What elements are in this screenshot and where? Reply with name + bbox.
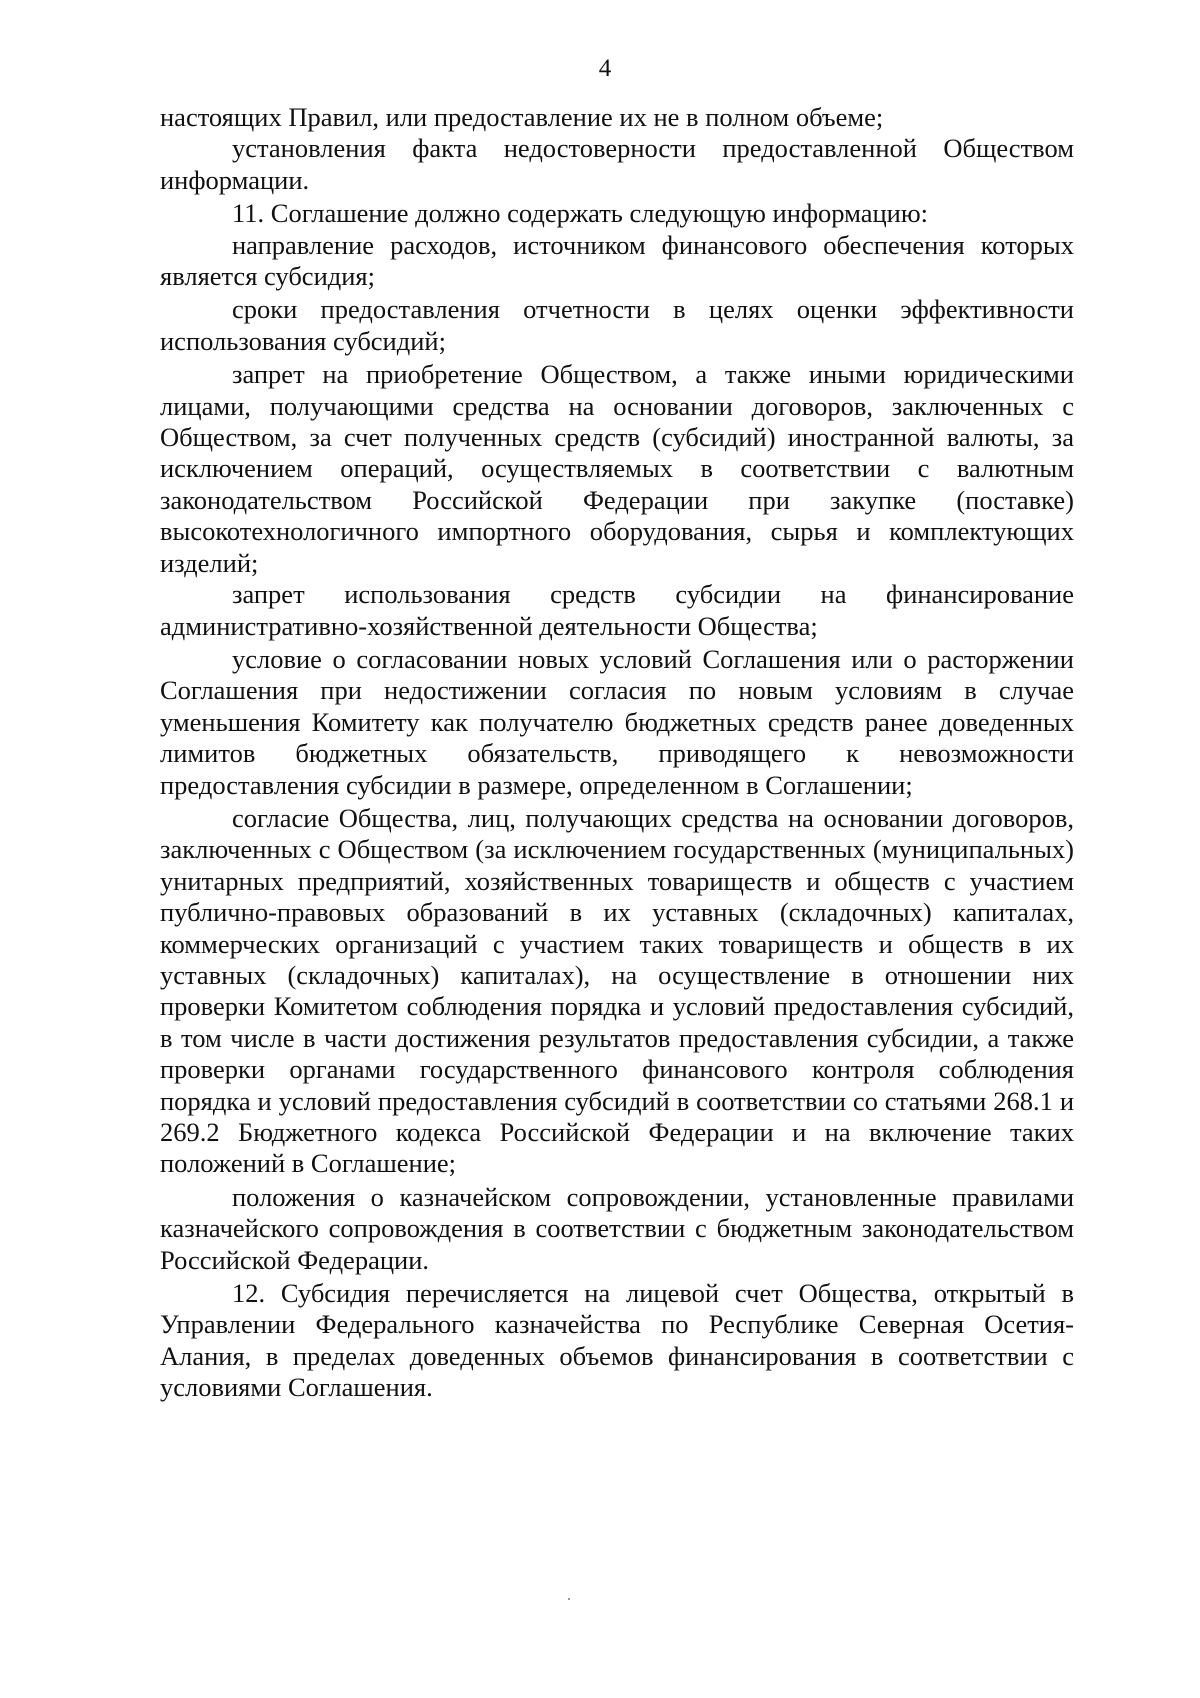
- paragraph-admin-expense-ban: запрет использования средств субсидии на финансирование административно-хозяйственной деятельности Общества;: [160, 579, 1074, 641]
- paragraph-treasury-support: положения о казначейском сопровождении, установленные правилами казначейского сопровождения в соответствии с бюджетным законодательством Российской Федерации.: [160, 1181, 1074, 1275]
- paragraph-agreement-terms: условие о согласовании новых условий Соглашения или о расторжении Соглашения при недостижении согласия по новым условиям в случае уменьшения Комитету как получателю бюджетных средств ранее доведенных лимитов бюджетных обязательств, приводящего к невозможности предоставления субсидии в размере, определенном в Соглашении;: [160, 643, 1074, 800]
- paragraph-clause-12: 12. Субсидия перечисляется на лицевой счет Общества, открытый в Управлении Федерального казначейства по Республике Северная Осетия-Алания, в пределах доведенных объемов финансирования в соответствии с условиями Соглашения.: [160, 1278, 1074, 1403]
- paragraph-clause-11: 11. Соглашение должно содержать следующую информацию:: [232, 198, 929, 229]
- paragraph-fact-establishment: установления факта недостоверности предоставленной Обществом информации.: [160, 133, 1074, 195]
- scan-artifact: [568, 1598, 570, 1600]
- paragraph-continuation: настоящих Правил, или предоставление их не в полном объеме;: [160, 102, 884, 132]
- paragraph-currency-ban: запрет на приобретение Обществом, а также иными юридическими лицами, получающими средства на основании договоров, заключенных с Обществом, за счет полученных средств (субсидий) иностранной валюты, за исключением операций, осуществляемых в соответствии с валютным законодательством Российской Федерации при закупке (поставке) высокотехнологичного импортного оборудования, сырья и комплектующих изделий;: [160, 359, 1074, 578]
- page-number: 4: [598, 55, 612, 82]
- paragraph-inspection-consent: согласие Общества, лиц, получающих средства на основании договоров, заключенных с Обществом (за исключением государственных (муниципальных) унитарных предприятий, хозяйственных товариществ и обществ с участием публично-правовых образований в их уставных (складочных) капиталах, коммерческих организаций с участием таких товариществ и обществ в их уставных (складочных) капиталах), на осуществление в отношении них проверки Комитетом соблюдения порядка и условий предоставления субсидий, в том числе в части достижения результатов предоставления субсидии, а также проверки органами государственного финансового контроля соблюдения порядка и условий предоставления субсидий в соответствии со статьями 268.1 и 269.2 Бюджетного кодекса Российской Федерации и на включение таких положений в Соглашение;: [160, 802, 1074, 1179]
- paragraph-expense-direction: направление расходов, источником финансового обеспечения которых является субсидия;: [160, 229, 1074, 292]
- paragraph-reporting-deadlines: сроки предоставления отчетности в целях оценки эффективности использования субсидий;: [160, 294, 1074, 356]
- document-body: [160, 102, 1074, 1404]
